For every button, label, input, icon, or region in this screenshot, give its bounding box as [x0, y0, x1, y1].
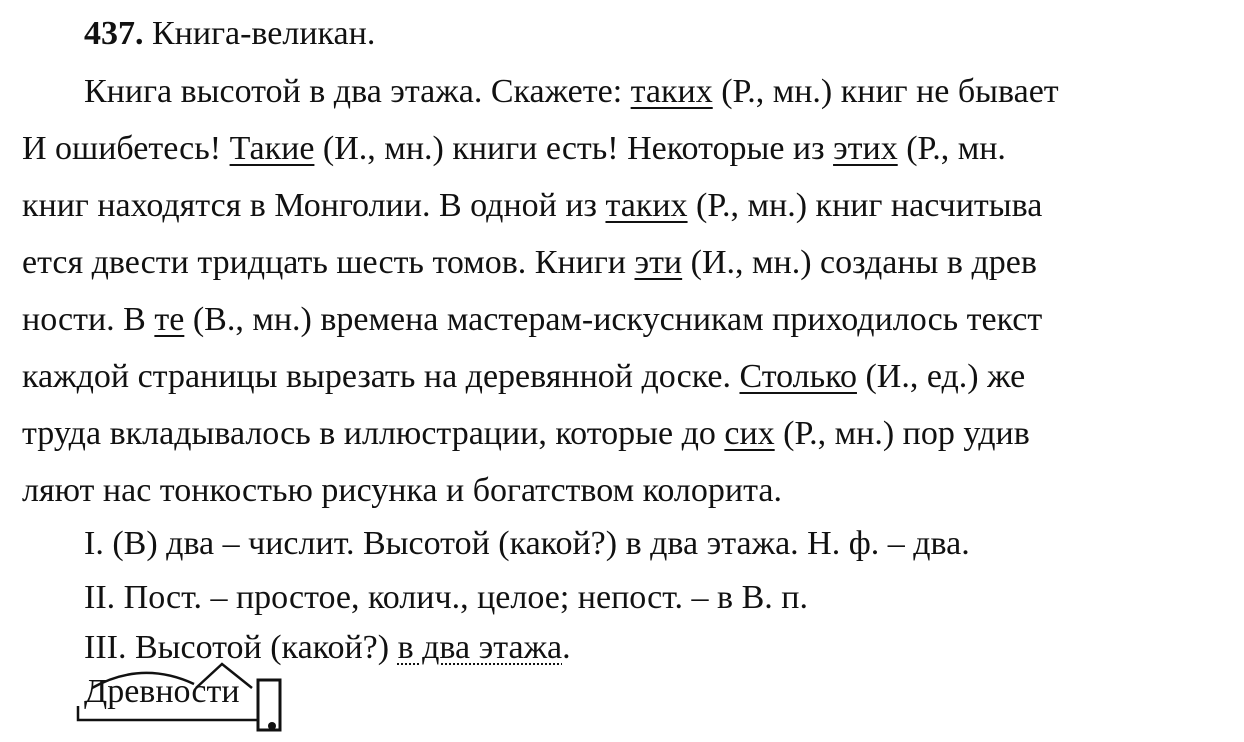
underlined-phrase: в два этажа	[397, 629, 563, 666]
text-line-2: И ошибетесь! Такие (И., мн.) книги есть! Некоторые из этих (Р., мн.	[22, 130, 1006, 167]
exercise-number: 437.	[84, 15, 144, 52]
morpheme-marks	[72, 640, 292, 740]
ending-box	[258, 680, 280, 730]
suffix-caret	[196, 664, 252, 688]
text-line-7: труда вкладывалось в иллюстрации, которые до сих (Р., мн.) пор удив	[22, 415, 1030, 452]
underlined-pronoun: Столько	[739, 358, 857, 395]
exercise-title: Книга-великан.	[152, 15, 376, 52]
underlined-pronoun: сих	[724, 415, 775, 452]
text-line-8: ляют нас тонкостью рисунка и богатством колорита.	[22, 472, 782, 509]
root-arc	[92, 673, 194, 688]
text-line-3: книг находятся в Монголии. В одной из таких (Р., мн.) книг насчитыва	[22, 187, 1043, 224]
underlined-pronoun: таких	[630, 73, 713, 110]
underlined-pronoun: таких	[605, 187, 688, 224]
text-line-6: каждой страницы вырезать на деревянной доске. Столько (И., ед.) же	[22, 358, 1026, 395]
stem-bracket	[78, 706, 258, 720]
exercise-heading	[84, 6, 1234, 62]
analysis-line-2: II. Пост. – простое, колич., целое; непост. – в В. п.	[84, 579, 808, 616]
analysis-line-3: III. Высотой (какой?) в два этажа.	[84, 629, 571, 666]
underlined-pronoun: Такие	[229, 130, 315, 167]
ending-dot	[268, 722, 276, 730]
analysis-line-1: I. (В) два – числит. Высотой (какой?) в два этажа. Н. ф. – два.	[84, 525, 970, 562]
underlined-pronoun: эти	[634, 244, 683, 281]
text-line-1: Книга высотой в два этажа. Скажете: таких (Р., мн.) книг не бывает	[84, 73, 1059, 110]
text-line-4: ется двести тридцать шесть томов. Книги эти (И., мн.) созданы в древ	[22, 244, 1037, 281]
text-line-5: ности. В те (В., мн.) времена мастерам-искусникам приходилось текст	[22, 301, 1043, 338]
underlined-pronoun: этих	[833, 130, 898, 167]
morpheme-word: Древности	[84, 673, 240, 710]
underlined-pronoun: те	[154, 301, 185, 338]
